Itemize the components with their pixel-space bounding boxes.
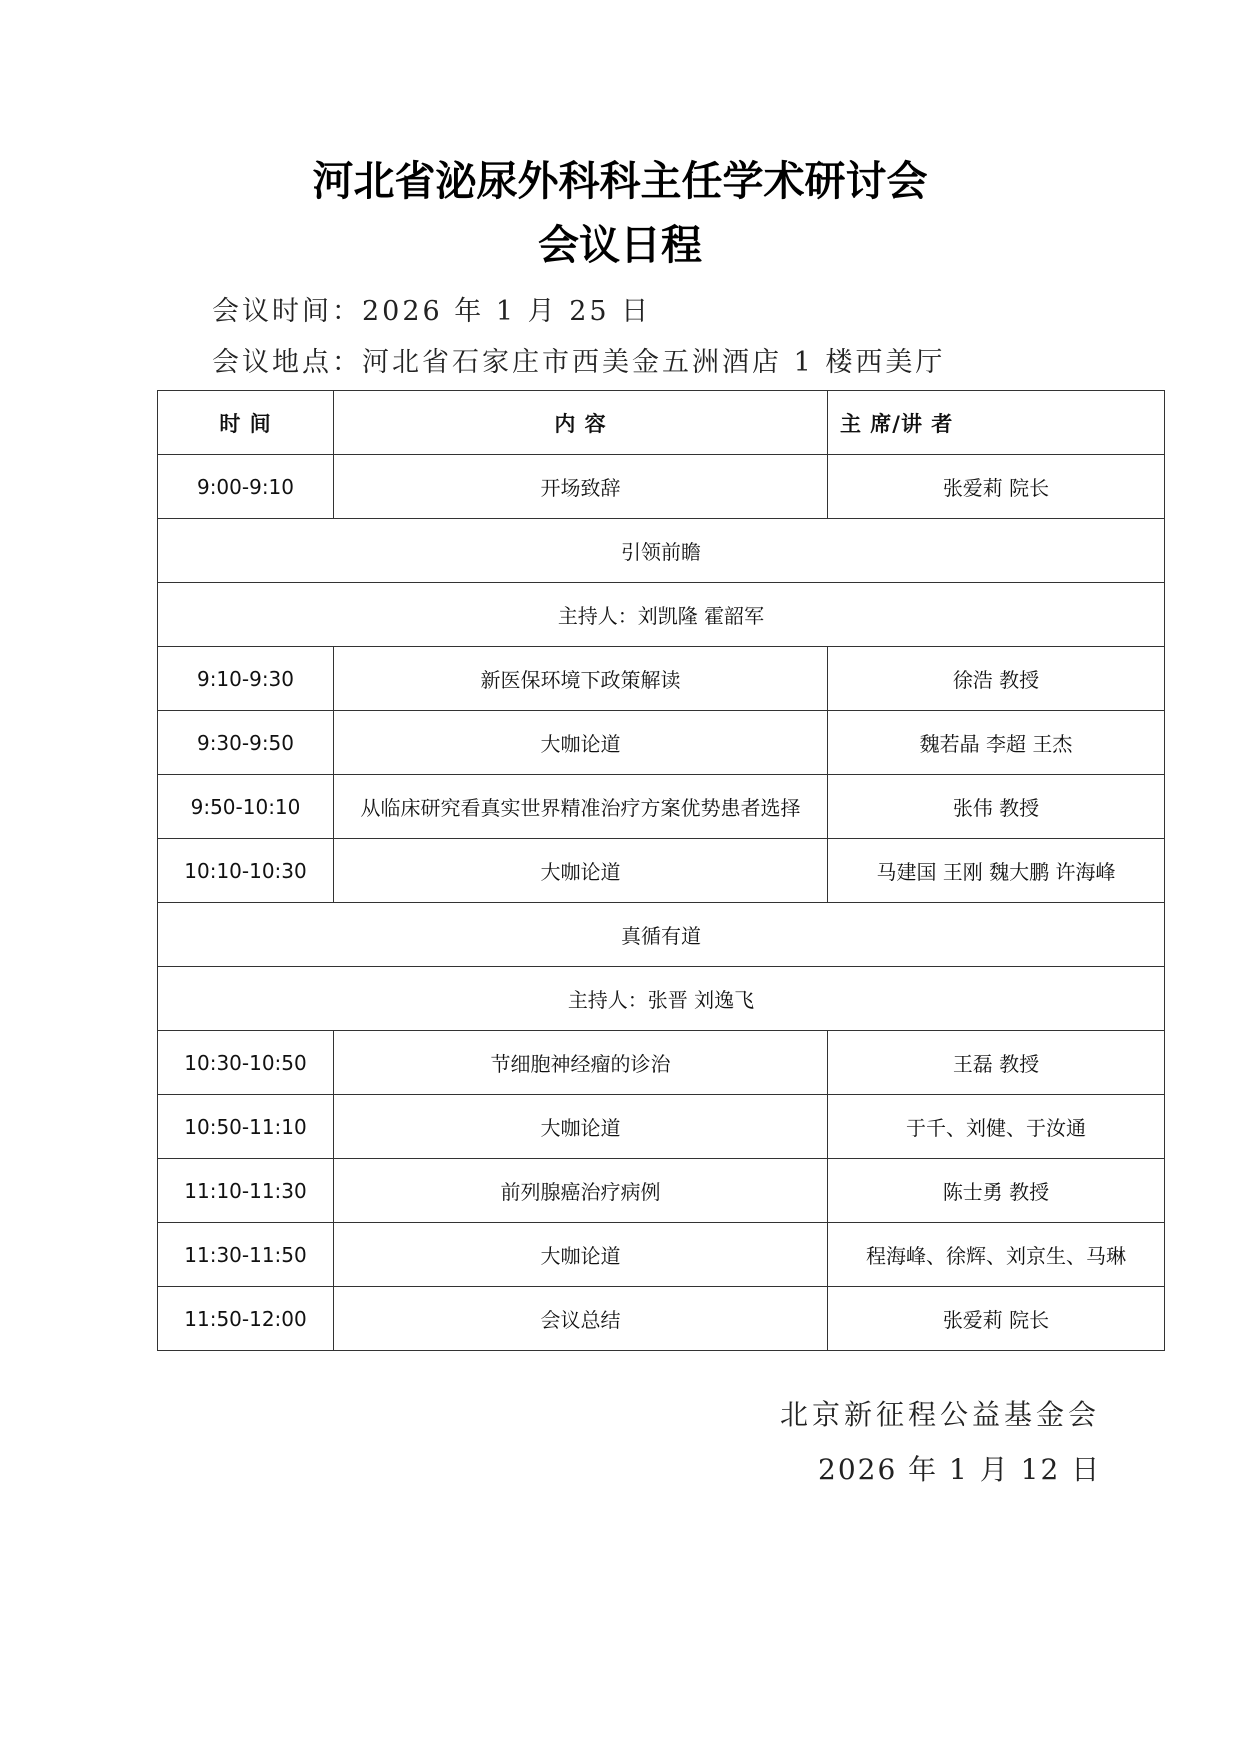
header-content: 内 容: [334, 391, 828, 455]
document-subtitle: 会议日程: [538, 221, 702, 269]
table-row: [158, 839, 1165, 903]
schedule-table: [157, 390, 1165, 1351]
section-row: [158, 903, 1165, 967]
row-content: 新医保环境下政策解读: [334, 647, 828, 711]
table-row: [158, 1223, 1165, 1287]
section-row: [158, 519, 1165, 583]
row-content: 大咖论道: [334, 1095, 828, 1159]
row-content: 从临床研究看真实世界精准治疗方案优势患者选择: [334, 775, 828, 839]
row-speaker: 陈士勇 教授: [828, 1159, 1165, 1223]
row-time: 9:30-9:50: [158, 711, 334, 775]
row-speaker: 张爱莉 院长: [828, 455, 1165, 519]
section-host: 主持人：张晋 刘逸飞: [158, 967, 1165, 1031]
row-content: 节细胞神经瘤的诊治: [334, 1031, 828, 1095]
row-time: 11:30-11:50: [158, 1223, 334, 1287]
section-title: 真循有道: [158, 903, 1165, 967]
meeting-time: 会议时间：2026 年 1 月 25 日: [212, 296, 652, 327]
row-content: 大咖论道: [334, 839, 828, 903]
table-row: [158, 775, 1165, 839]
row-content: 开场致辞: [334, 455, 828, 519]
row-content: 大咖论道: [334, 711, 828, 775]
row-speaker: 马建国 王刚 魏大鹏 许海峰: [828, 839, 1165, 903]
row-content: 前列腺癌治疗病例: [334, 1159, 828, 1223]
row-time: 9:10-9:30: [158, 647, 334, 711]
table-row: [158, 647, 1165, 711]
section-title: 引领前瞻: [158, 519, 1165, 583]
issue-date: 2026 年 1 月 12 日: [818, 1453, 1102, 1486]
row-speaker: 王磊 教授: [828, 1031, 1165, 1095]
header-speaker: 主 席/讲 者: [828, 391, 1165, 455]
row-time: 9:50-10:10: [158, 775, 334, 839]
row-time: 10:10-10:30: [158, 839, 334, 903]
row-speaker: 张伟 教授: [828, 775, 1165, 839]
row-speaker: 程海峰、徐辉、刘京生、马琳: [828, 1223, 1165, 1287]
host-row: [158, 583, 1165, 647]
row-speaker: 张爱莉 院长: [828, 1287, 1165, 1351]
row-time: 10:30-10:50: [158, 1031, 334, 1095]
row-content: 大咖论道: [334, 1223, 828, 1287]
table-row: [158, 1095, 1165, 1159]
table-row: [158, 1031, 1165, 1095]
row-time: 10:50-11:10: [158, 1095, 334, 1159]
row-time: 9:00-9:10: [158, 455, 334, 519]
row-speaker: 魏若晶 李超 王杰: [828, 711, 1165, 775]
document-title: 河北省泌尿外科科主任学术研讨会: [312, 157, 928, 205]
table-row: [158, 711, 1165, 775]
row-time: 11:10-11:30: [158, 1159, 334, 1223]
table-row: [158, 1287, 1165, 1351]
row-speaker: 于千、刘健、于汝通: [828, 1095, 1165, 1159]
table-row: [158, 1159, 1165, 1223]
table-header-row: [158, 391, 1165, 455]
row-content: 会议总结: [334, 1287, 828, 1351]
header-time: 时 间: [158, 391, 334, 455]
meeting-location: 会议地点：河北省石家庄市西美金五洲酒店 1 楼西美厅: [212, 347, 946, 378]
host-row: [158, 967, 1165, 1031]
row-speaker: 徐浩 教授: [828, 647, 1165, 711]
table-row: [158, 455, 1165, 519]
section-host: 主持人：刘凯隆 霍韶军: [158, 583, 1165, 647]
issuing-organization: 北京新征程公益基金会: [780, 1398, 1101, 1431]
row-time: 11:50-12:00: [158, 1287, 334, 1351]
